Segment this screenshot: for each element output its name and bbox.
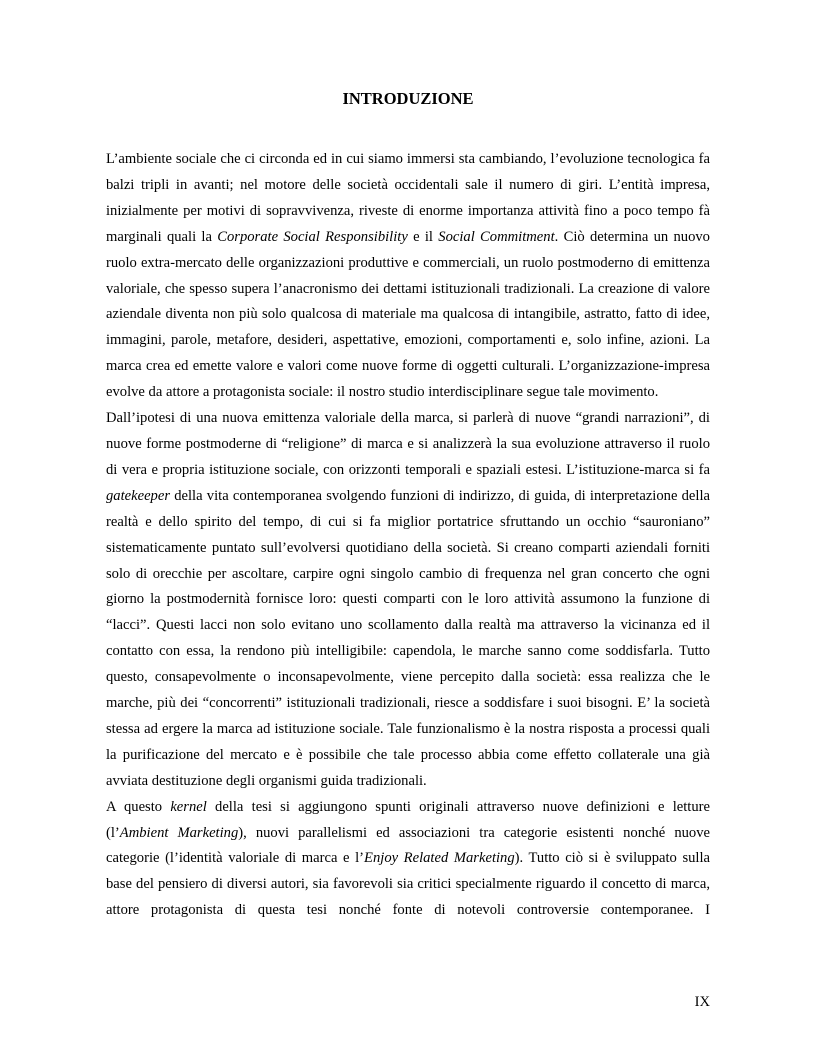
paragraph-3-term-kernel: kernel xyxy=(170,798,207,815)
paragraph-1 xyxy=(106,147,710,406)
page-number: IX xyxy=(694,994,710,1010)
paragraph-3-text: ). Tutto ciò si è sviluppato sulla base del pensiero di diversi autori, sia favorevoli sia critici specialmente riguardo il concetto di marca, attore protagonista di questa tesi nonché fonte di notevoli controversie contemporanee. I xyxy=(106,850,711,919)
paragraph-3-text: ), nuovi parallelismi ed associazioni tra categorie esistenti nonché nuove categorie (l’identità valoriale di marca e l’ xyxy=(106,824,710,867)
paragraph-3-text: della tesi si aggiungono spunti originali attraverso nuove definizioni e letture (l’ xyxy=(106,798,711,841)
paragraph-2-term-gatekeeper: gatekeeper xyxy=(106,487,171,504)
paragraph-1-text: . Ciò determina un nuovo ruolo extra-mercato delle organizzazioni produttive e commerciali, un ruolo postmoderno di emittenza valoriale, che spesso supera l’anacronismo dei dettami istituzionali tradizionali. La creazione di valore aziendale diventa non più solo qualcosa di materiale ma qualcosa di intangibile, astratto, fatto di idee, immagini, parole, metafore, desideri, aspettative, emozioni, comportamenti e, solo infine, azioni. La marca crea ed emette valore e valori come nuove forme di oggetti culturali. L’organizzazione-impresa evolve da attore a protagonista sociale: il nostro studio interdisciplinare segue tale movimento. xyxy=(106,228,710,401)
paragraph-3 xyxy=(106,795,710,925)
paragraph-2 xyxy=(106,406,710,795)
paragraph-3-term-ambient-marketing: Ambient Marketing xyxy=(119,824,239,841)
paragraph-1-term-social-commitment: Social Commitment xyxy=(438,228,555,245)
body-text xyxy=(106,147,710,924)
paragraph-2-text: della vita contemporanea svolgendo funzioni di indirizzo, di guida, di interpretazione della realtà e dello spirito del tempo, di cui si fa miglior portatrice sfruttando un occhio “sauroniano” sistematicamente puntato sull’evolversi quotidiano della società. Si creano comparti aziendali forniti solo di orecchie per ascoltare, carpire ogni singolo cambio di frequenza nel gran concerto che ogni giorno la postmodernità fornisce loro: questi comparti con le loro attività assumono la funzione di “lacci”. Questi lacci non solo evitano uno scollamento dalla realtà ma attraverso la vicinanza ed il contatto con essa, la rendono più intelligibile: capendola, le marche sanno come soddisfarla. Tutto questo, consapevolmente o inconsapevolmente, viene percepito dalla società: essa realizza che le marche, più dei “concorrenti” istituzionali tradizionali, riesce a soddisfare i suoi bisogni. E’ la società stessa ad ergere la marca ad istituzione sociale. Tale funzionalismo è la nostra risposta a processi quali la purificazione del mercato e è possibile che tale processo abbia come effetto collaterale una già avviata destituzione degli organismi guida tradizionali. xyxy=(106,487,710,789)
paragraph-2-text: Dall’ipotesi di una nuova emittenza valoriale della marca, si parlerà di nuove “grandi narrazioni”, di nuove forme postmoderne di “religione” di marca e si analizzerà la sua evoluzione attraverso il ruolo di vera e propria istituzione sociale, con orizzonti temporali e spaziali estesi. L’istituzione-marca si fa xyxy=(106,410,710,478)
paragraph-3-text: A questo xyxy=(106,798,171,815)
paragraph-1-text: e il xyxy=(407,228,439,245)
page-title: INTRODUZIONE xyxy=(342,89,474,108)
paragraph-1-text: L’ambiente sociale che ci circonda ed in cui siamo immersi sta cambiando, l’evoluzione tecnologica fa balzi tripli in avanti; nel motore delle società occidentali sale il numero di giri. L’entità impresa, inizialmente per motivi di sopravvivenza, riveste di enorme importanza attività fino a poco tempo fà marginali quali la xyxy=(106,151,710,245)
paragraph-1-term-csr: Corporate Social Responsibility xyxy=(217,228,408,245)
paragraph-3-term-enjoy-related-marketing: Enjoy Related Marketing xyxy=(364,850,515,867)
